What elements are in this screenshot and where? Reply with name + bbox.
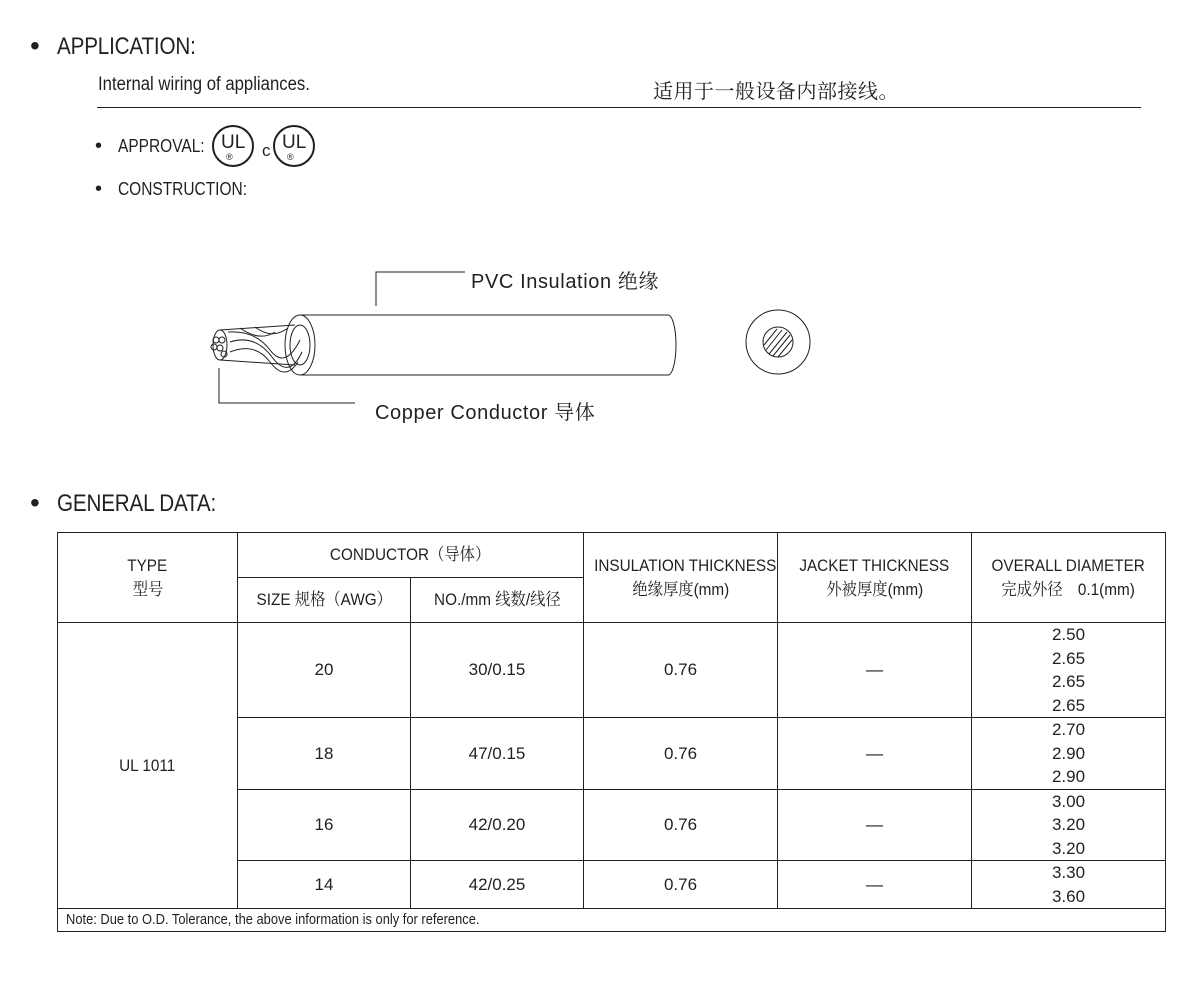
size-header: SIZE 规格（AWG） xyxy=(238,578,411,623)
diameter-cell: 2.50 2.65 2.65 2.65 xyxy=(972,623,1166,718)
svg-text:®: ® xyxy=(287,152,294,162)
insulation-header: INSULATION THICKNESS 绝缘厚度(mm) xyxy=(584,533,778,623)
jacket-cell: — xyxy=(778,789,972,861)
divider xyxy=(97,107,1141,108)
conductor-header: CONDUCTOR（导体） xyxy=(238,533,584,578)
construction-label: CONSTRUCTION: xyxy=(118,179,247,199)
general-data-heading: GENERAL DATA: xyxy=(57,490,217,517)
insulation-cell: 0.76 xyxy=(584,861,778,909)
bullet-icon: • xyxy=(30,30,40,61)
svg-text:®: ® xyxy=(226,152,233,162)
insulation-label: PVC Insulation 绝缘 xyxy=(471,271,660,293)
conductor-label: Copper Conductor 导体 xyxy=(375,402,596,424)
insulation-cell: 0.76 xyxy=(584,718,778,790)
approval-label: APPROVAL: xyxy=(118,136,205,156)
bullet-icon: • xyxy=(30,487,40,518)
no-mm-cell: 42/0.25 xyxy=(411,861,584,909)
type-header-en: TYPE xyxy=(127,556,168,575)
jacket-cell: — xyxy=(778,861,972,909)
jacket-cell: — xyxy=(778,623,972,718)
diameter-cell: 3.30 3.60 xyxy=(972,861,1166,909)
table-row xyxy=(58,623,1166,718)
type-value: UL 1011 xyxy=(58,623,238,909)
svg-text:UL: UL xyxy=(221,132,246,153)
size-cell: 14 xyxy=(238,861,411,909)
no-mm-cell: 42/0.20 xyxy=(411,789,584,861)
svg-text:UL: UL xyxy=(282,132,307,153)
size-cell: 20 xyxy=(238,623,411,718)
size-cell: 18 xyxy=(238,718,411,790)
no-mm-header: NO./mm 线数/线径 xyxy=(411,578,584,623)
table-note: Note: Due to O.D. Tolerance, the above information is only for reference. xyxy=(58,909,1166,932)
insulation-cell: 0.76 xyxy=(584,789,778,861)
no-mm-cell: 47/0.15 xyxy=(411,718,584,790)
jacket-header: JACKET THICKNESS 外被厚度(mm) xyxy=(778,533,972,623)
type-header xyxy=(58,533,238,623)
bullet-icon: • xyxy=(95,178,103,200)
note-row xyxy=(58,909,1166,932)
bullet-icon: • xyxy=(95,135,103,157)
diameter-header: OVERALL DIAMETER 完成外径 0.1(mm) xyxy=(972,533,1166,623)
no-mm-cell: 30/0.15 xyxy=(411,623,584,718)
diameter-cell: 2.70 2.90 2.90 xyxy=(972,718,1166,790)
size-cell: 16 xyxy=(238,789,411,861)
application-text-en: Internal wiring of appliances. xyxy=(98,74,310,95)
application-text-cn: 适用于一般设备内部接线。 xyxy=(653,81,899,103)
type-header-cn: 型号 xyxy=(132,579,163,599)
general-data-table xyxy=(57,532,1166,932)
jacket-cell: — xyxy=(778,718,972,790)
svg-text:c: c xyxy=(262,141,271,160)
insulation-cell: 0.76 xyxy=(584,623,778,718)
ul-listing-mark-icon xyxy=(210,124,320,170)
table-header-row xyxy=(58,533,1166,578)
application-heading: APPLICATION: xyxy=(57,33,196,60)
diameter-cell: 3.00 3.20 3.20 xyxy=(972,789,1166,861)
